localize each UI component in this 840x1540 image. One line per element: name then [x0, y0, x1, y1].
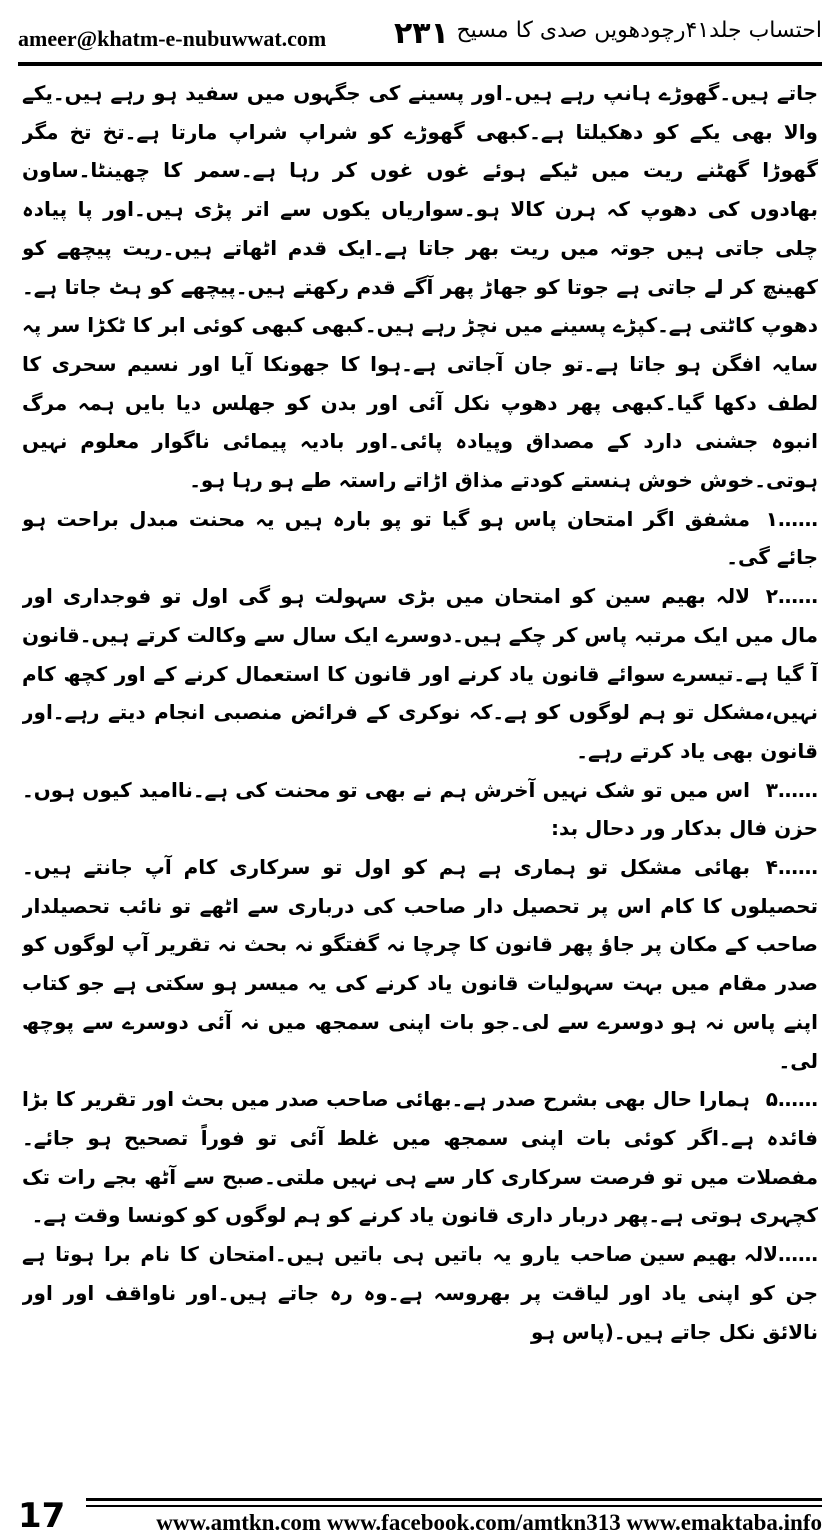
paragraph-2	[22, 577, 818, 771]
paragraph-number: ۳……	[765, 777, 818, 802]
header-email: ameer@khatm-e-nubuwwat.com	[18, 26, 327, 51]
page-number: ۲۳۱	[394, 16, 449, 51]
paragraph-4	[22, 848, 818, 1080]
paragraph-speaker	[22, 1235, 818, 1351]
footer-rule-thin	[86, 1505, 822, 1507]
paragraph-text: جاتے ہیں۔گھوڑے ہانپ رہے ہیں۔اور پسینے کی جگہوں میں سفید ہو رہے ہیں۔یکے والا بھی یکے کو دھکیلتا ہے۔کبھی گھوڑے کو شراپ شراپ مارتا ہے۔تخ تخ مگر گھوڑا گھٹنے ریت میں ٹیکے ہوئے غوں غوں کر رہا ہے۔سمر کا چھینٹا۔ساون بھادوں کی دھوپ کہ ہرن کالا ہو۔سواریاں یکوں سے اتر پڑی ہیں۔اور پا پیادہ چلی جاتی ہیں جوتہ میں ریت بھر جاتا ہے۔ایک قدم اٹھاتے ہیں۔ریت پیچھے کو کھینچ کر لے جاتی ہے جوتا کو جھاڑ پھر آگے قدم رکھتے ہیں۔پیچھے کو ہٹ جاتا ہے۔دھوپ کاٹتی ہے۔کپڑے پسینے میں نچڑ رہے ہیں۔کبھی کبھی کوئی ابر کا ٹکڑا سر پہ سایہ افگن ہو جاتا ہے۔تو جان آجاتی ہے۔ہوا کا جھونکا آیا اور نسیم سحری کا لطف دکھا گیا۔کبھی پھر دھوپ نکل آئی اور بدن کو جھلس دیا بایں ہمہ مرگ انبوہ جشنی دارد کے مصداق وپیادہ پائی۔اور بادیہ پیمائی ناگوار معلوم نہیں ہوتی۔خوش خوش ہنستے کودتے مذاق اڑاتے راستہ طے ہو رہا ہو۔	[22, 81, 818, 493]
paragraph-3	[22, 771, 818, 848]
paragraph-text: اس میں تو شک نہیں آخرش ہم نے بھی تو محنت کی ہے۔ناامید کیوں ہوں۔حزن فال بدکار ور دحال بد:	[22, 777, 818, 841]
footer-urls: www.amtkn.com www.facebook.com/amtkn313 www.emaktaba.info	[156, 1510, 822, 1535]
page-footer	[18, 1492, 822, 1538]
page-body	[22, 74, 818, 1484]
header-rule	[18, 62, 822, 66]
paragraph-1	[22, 500, 818, 577]
paragraph-number: ۱……	[765, 506, 818, 531]
paragraph-number: ۴……	[765, 855, 818, 880]
speaker-label: لالہ بھیم سین صاحب……	[570, 1242, 818, 1267]
paragraph-text: ہمارا حال بھی بشرح صدر ہے۔بھائی صاحب صدر میں بحث اور تقریر کا بڑا فائدہ ہے۔اگر کوئی بات اپنی سمجھ میں غلط آئی تو فوراً تصحیح ہو جائے۔مفصلات میں تو فرصت سرکاری کار سے ہی نہیں ملتی۔صبح سے آٹھ بجے رات تک کچہری ہوتی ہے۔پھر دربار داری قانون یاد کرنے کو ہم لوگوں کو کونسا وقت ہے۔	[22, 1087, 818, 1228]
paragraph-text: بھائی مشکل تو ہماری ہے ہم کو اول تو سرکاری کام آپ جانتے ہیں۔تحصیلوں کا کام اس پر تحصیل دار صاحب کی درباری سے اٹھے تو نائب تحصیلدار صاحب کے مکان پر جاؤ پھر قانون کا چرچا نہ گفتگو نہ بحث نہ تقریر آپ لوگوں کو صدر مقام میں بہت سہولیات قانون یاد کرنے کی یہ میسر ہو سکتی ہے جو کتاب اپنے پاس نہ ہو دوسرے سے لی۔جو بات اپنی سمجھ میں نہ آئی دوسرے سے پوچھ لی۔	[22, 855, 818, 1073]
paragraph-intro	[22, 74, 818, 500]
paragraph-text: یارو یہ باتیں ہی باتیں ہیں۔امتحان کا نام برا ہوتا ہے جن کو اپنی یاد اور لیاقت پر بھروسہ ہے۔وہ رہ جاتے ہیں۔اور ناواقف اور اور نالائق نکل جاتے ہیں۔(پاس ہو	[22, 1242, 818, 1344]
paragraph-text: لالہ بھیم سین کو امتحان میں بڑی سہولت ہو گی اول تو فوجداری اور مال میں ایک مرتبہ پاس کر چکے ہیں۔دوسرے ایک سال سے وکالت کرتے ہیں۔قانون آ گیا ہے۔تیسرے سوائے قانون یاد کرنے اور قانون کا استعمال کرنے کے اور کچھ کام نہیں،مشکل تو ہم لوگوں کو ہے۔کہ نوکری کے فرائض منصبی انجام دیتے رہے۔اور قانون بھی یاد کرتے رہے۔	[22, 584, 818, 763]
footer-number: 17	[18, 1496, 66, 1536]
footer-rule	[86, 1498, 822, 1501]
paragraph-number: ۲……	[765, 584, 818, 609]
book-title: احتساب جلد۴۱رچودھویں صدی کا مسیح	[456, 18, 822, 43]
page-header	[18, 14, 822, 56]
paragraph-5	[22, 1080, 818, 1235]
paragraph-number: ۵……	[765, 1087, 818, 1112]
paragraph-text: مشفق اگر امتحان پاس ہو گیا تو پو بارہ ہیں یہ محنت مبدل براحت ہو جائے گی۔	[22, 506, 818, 570]
